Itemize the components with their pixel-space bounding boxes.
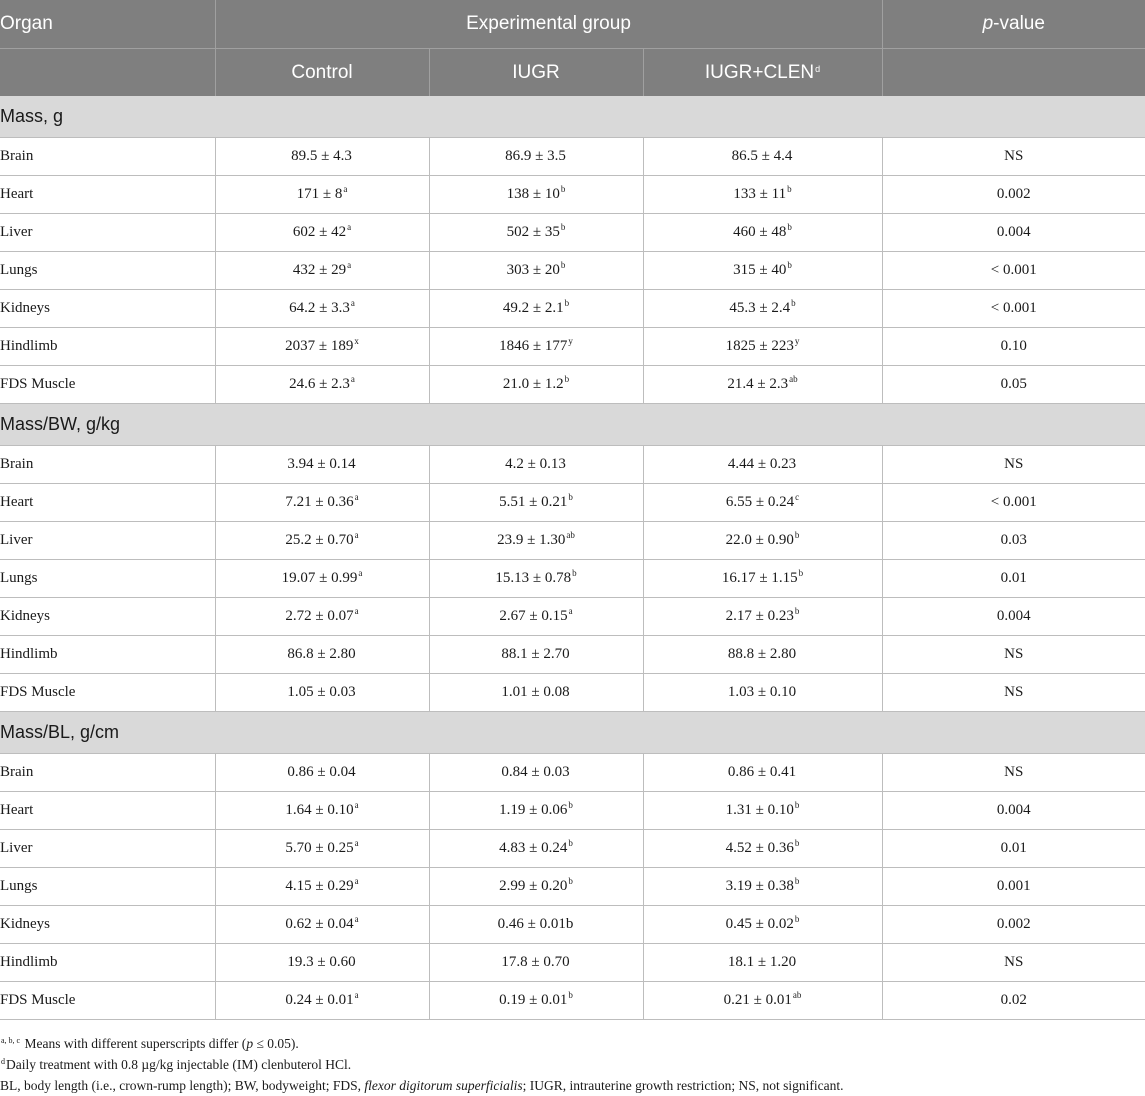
value-cell xyxy=(429,366,643,404)
header-iugr-clen-sup: d xyxy=(815,63,821,74)
value-cell xyxy=(643,944,882,982)
value-text: 1.05 ± 0.03 xyxy=(287,684,356,700)
value-text: 89.5 ± 4.3 xyxy=(291,148,352,164)
value-superscript: b xyxy=(798,568,804,578)
value-text: 18.1 ± 1.20 xyxy=(727,954,797,970)
value-cell xyxy=(429,830,643,868)
value-text: 3.19 ± 0.38 xyxy=(725,878,794,894)
section-title: Mass/BL, g/cm xyxy=(0,712,1145,754)
value-text: 1846 ± 177 xyxy=(499,338,568,354)
value-text: 432 ± 29 xyxy=(292,262,347,278)
table-row xyxy=(0,560,1145,598)
value-text: 86.9 ± 3.5 xyxy=(505,148,566,164)
footnote-abbreviations xyxy=(0,1075,1145,1096)
value-cell xyxy=(429,252,643,290)
organ-cell: FDS Muscle xyxy=(0,982,215,1020)
value-text: 1.31 ± 0.10 xyxy=(725,802,794,818)
value-text: 15.13 ± 0.78 xyxy=(495,570,572,586)
value-cell xyxy=(215,252,429,290)
table-row xyxy=(0,328,1145,366)
value-cell xyxy=(215,214,429,252)
header-p-rest: -value xyxy=(993,13,1045,34)
table-row xyxy=(0,830,1145,868)
value-superscript: b xyxy=(794,530,800,540)
value-cell xyxy=(643,830,882,868)
value-superscript: b xyxy=(564,298,570,308)
value-cell xyxy=(643,982,882,1020)
header-blank-right xyxy=(882,49,1145,97)
value-text: 2.67 ± 0.15 xyxy=(499,608,568,624)
value-cell xyxy=(215,366,429,404)
table-row xyxy=(0,792,1145,830)
value-cell xyxy=(643,484,882,522)
footnote-significance-p: p xyxy=(246,1036,254,1051)
value-superscript: b xyxy=(794,800,800,810)
value-superscript: a xyxy=(343,184,348,194)
section-title: Mass, g xyxy=(0,96,1145,138)
value-text: 23.9 ± 1.30 xyxy=(497,532,566,548)
value-text: 1.64 ± 0.10 xyxy=(285,802,354,818)
value-cell xyxy=(429,598,643,636)
p-value-cell: NS xyxy=(882,636,1145,674)
value-cell xyxy=(643,674,882,712)
organ-cell: Hindlimb xyxy=(0,328,215,366)
value-text: 5.70 ± 0.25 xyxy=(285,840,354,856)
value-text: 88.1 ± 2.70 xyxy=(501,646,570,662)
value-cell xyxy=(643,636,882,674)
table-row xyxy=(0,366,1145,404)
table-row xyxy=(0,176,1145,214)
p-value-cell: NS xyxy=(882,754,1145,792)
value-text: 19.3 ± 0.60 xyxy=(287,954,356,970)
value-superscript: c xyxy=(795,492,800,502)
header-iugr: IUGR xyxy=(429,49,643,97)
value-cell xyxy=(643,328,882,366)
value-cell xyxy=(215,598,429,636)
value-superscript: y xyxy=(568,336,573,346)
footnote-treatment-sup: d xyxy=(1,1057,5,1066)
p-value-cell: NS xyxy=(882,674,1145,712)
section-title: Mass/BW, g/kg xyxy=(0,404,1145,446)
p-value-cell: NS xyxy=(882,944,1145,982)
value-text: 0.86 ± 0.41 xyxy=(727,764,797,780)
value-text: 1825 ± 223 xyxy=(725,338,794,354)
value-cell xyxy=(215,906,429,944)
value-text: 303 ± 20 xyxy=(506,262,560,278)
organ-cell: Lungs xyxy=(0,252,215,290)
p-value-cell: 0.004 xyxy=(882,214,1145,252)
value-cell xyxy=(429,636,643,674)
organ-cell: Liver xyxy=(0,214,215,252)
value-cell xyxy=(215,868,429,906)
table-row xyxy=(0,598,1145,636)
value-text: 0.45 ± 0.02 xyxy=(725,916,794,932)
organ-cell: Hindlimb xyxy=(0,636,215,674)
organ-cell: Kidneys xyxy=(0,290,215,328)
value-superscript: a xyxy=(354,838,359,848)
value-text: 0.62 ± 0.04 xyxy=(285,916,354,932)
footnote-significance-pre: Means with different superscripts differ ( xyxy=(21,1036,247,1051)
organ-cell: Lungs xyxy=(0,868,215,906)
footnote-treatment-text: Daily treatment with 0.8 µg/kg injectable (IM) clenbuterol HCl. xyxy=(6,1057,352,1072)
header-iugr-clen xyxy=(643,49,882,97)
value-text: 19.07 ± 0.99 xyxy=(281,570,358,586)
value-superscript: b xyxy=(560,222,566,232)
table-row xyxy=(0,636,1145,674)
value-cell xyxy=(429,792,643,830)
p-value-cell: NS xyxy=(882,138,1145,176)
value-cell xyxy=(215,290,429,328)
organ-cell: Hindlimb xyxy=(0,944,215,982)
value-text: 0.21 ± 0.01 xyxy=(723,992,792,1008)
value-cell xyxy=(429,290,643,328)
header-iugr-clen-label: IUGR+CLEN xyxy=(704,61,815,83)
section-header-row xyxy=(0,404,1145,446)
value-text: 0.86 ± 0.04 xyxy=(287,764,356,780)
value-text: 1.03 ± 0.10 xyxy=(727,684,797,700)
value-superscript: a xyxy=(354,606,359,616)
header-organ: Organ xyxy=(0,0,215,49)
organ-cell: FDS Muscle xyxy=(0,366,215,404)
value-cell xyxy=(643,906,882,944)
value-superscript: a xyxy=(354,914,359,924)
value-superscript: b xyxy=(787,184,792,194)
value-superscript: b xyxy=(568,838,573,848)
value-text: 21.0 ± 1.2 xyxy=(502,376,564,392)
table-row xyxy=(0,484,1145,522)
value-text: 460 ± 48 xyxy=(733,224,787,240)
table-row xyxy=(0,214,1145,252)
value-text: 4.83 ± 0.24 xyxy=(499,840,568,856)
value-cell xyxy=(643,598,882,636)
value-cell xyxy=(643,792,882,830)
value-cell xyxy=(429,484,643,522)
value-superscript: b xyxy=(791,298,796,308)
value-text: 315 ± 40 xyxy=(733,262,787,278)
p-value-cell: 0.03 xyxy=(882,522,1145,560)
value-text: 4.2 ± 0.13 xyxy=(505,456,566,472)
value-superscript: a xyxy=(347,260,352,270)
section-header-row xyxy=(0,712,1145,754)
value-cell xyxy=(429,674,643,712)
header-experimental-group: Experimental group xyxy=(215,0,882,49)
value-cell xyxy=(643,176,882,214)
value-superscript: a xyxy=(354,990,359,1000)
value-cell xyxy=(215,446,429,484)
value-superscript: a xyxy=(347,222,352,232)
value-superscript: a xyxy=(358,568,363,578)
organ-cell: Heart xyxy=(0,484,215,522)
table-row xyxy=(0,446,1145,484)
value-cell xyxy=(429,754,643,792)
value-cell xyxy=(429,522,643,560)
value-superscript: x xyxy=(354,336,359,346)
footnote-significance-sup: a, b, c xyxy=(1,1036,21,1045)
value-superscript: b xyxy=(568,876,573,886)
value-text: 86.5 ± 4.4 xyxy=(731,148,793,164)
value-text: 2037 ± 189 xyxy=(285,338,354,354)
value-cell xyxy=(215,944,429,982)
organ-cell: Brain xyxy=(0,446,215,484)
value-superscript: b xyxy=(568,990,573,1000)
value-superscript: a xyxy=(354,800,359,810)
value-text: 171 ± 8 xyxy=(296,186,343,202)
value-superscript: a xyxy=(350,374,355,384)
p-value-cell: 0.004 xyxy=(882,792,1145,830)
value-superscript: b xyxy=(787,260,792,270)
value-text: 4.52 ± 0.36 xyxy=(725,840,794,856)
value-cell xyxy=(429,944,643,982)
organ-cell: Heart xyxy=(0,176,215,214)
value-cell xyxy=(643,366,882,404)
value-superscript: b xyxy=(794,606,800,616)
organ-cell: Heart xyxy=(0,792,215,830)
value-text: 5.51 ± 0.21 xyxy=(499,494,568,510)
value-text: 2.17 ± 0.23 xyxy=(725,608,794,624)
value-text: 1.19 ± 0.06 xyxy=(499,802,568,818)
footnotes xyxy=(0,1033,1145,1096)
value-superscript: b xyxy=(794,914,800,924)
table-row xyxy=(0,944,1145,982)
value-text: 602 ± 42 xyxy=(292,224,347,240)
header-p-value xyxy=(882,0,1145,49)
table-row xyxy=(0,982,1145,1020)
footnote-significance xyxy=(0,1033,1145,1054)
value-text: 24.6 ± 2.3 xyxy=(289,376,350,392)
footnote-significance-post: ≤ 0.05). xyxy=(253,1036,299,1051)
value-cell xyxy=(643,446,882,484)
table-row xyxy=(0,252,1145,290)
value-cell xyxy=(643,868,882,906)
value-text: 0.19 ± 0.01 xyxy=(499,992,568,1008)
value-superscript: ab xyxy=(566,530,575,540)
value-cell xyxy=(429,328,643,366)
value-superscript: b xyxy=(787,222,792,232)
p-value-cell: 0.001 xyxy=(882,868,1145,906)
p-value-cell: 0.05 xyxy=(882,366,1145,404)
value-text: 17.8 ± 0.70 xyxy=(501,954,570,970)
value-cell xyxy=(643,522,882,560)
footnote-abbreviations-italic: flexor digitorum superficialis xyxy=(364,1078,523,1093)
organ-cell: Liver xyxy=(0,522,215,560)
p-value-cell: < 0.001 xyxy=(882,290,1145,328)
value-superscript: y xyxy=(794,336,800,346)
section-header-row xyxy=(0,96,1145,138)
p-value-cell: 0.002 xyxy=(882,906,1145,944)
header-blank-left xyxy=(0,49,215,97)
value-superscript: a xyxy=(354,876,359,886)
value-text: 86.8 ± 2.80 xyxy=(287,646,356,662)
organ-cell: Lungs xyxy=(0,560,215,598)
p-value-cell: 0.002 xyxy=(882,176,1145,214)
value-superscript: a xyxy=(568,606,573,616)
value-text: 0.46 ± 0.01b xyxy=(497,916,574,932)
value-text: 7.21 ± 0.36 xyxy=(285,494,354,510)
value-cell xyxy=(429,982,643,1020)
organ-cell: Kidneys xyxy=(0,598,215,636)
value-text: 1.01 ± 0.08 xyxy=(501,684,570,700)
value-text: 2.72 ± 0.07 xyxy=(285,608,354,624)
value-cell xyxy=(215,754,429,792)
p-value-cell: < 0.001 xyxy=(882,484,1145,522)
value-superscript: b xyxy=(560,184,566,194)
value-cell xyxy=(215,560,429,598)
value-cell xyxy=(429,176,643,214)
header-row-2 xyxy=(0,49,1145,97)
value-text: 21.4 ± 2.3 xyxy=(727,376,789,392)
footnote-treatment xyxy=(0,1054,1145,1075)
table-row xyxy=(0,290,1145,328)
value-cell xyxy=(429,906,643,944)
value-text: 64.2 ± 3.3 xyxy=(289,300,350,316)
value-text: 133 ± 11 xyxy=(733,186,787,202)
value-cell xyxy=(215,830,429,868)
value-cell xyxy=(429,868,643,906)
value-text: 6.55 ± 0.24 xyxy=(725,494,795,510)
value-superscript: ab xyxy=(792,990,802,1000)
p-value-cell: 0.02 xyxy=(882,982,1145,1020)
table-row xyxy=(0,138,1145,176)
table-row xyxy=(0,674,1145,712)
table-row xyxy=(0,868,1145,906)
table-body xyxy=(0,96,1145,1020)
p-value-cell: < 0.001 xyxy=(882,252,1145,290)
value-text: 0.24 ± 0.01 xyxy=(285,992,354,1008)
value-text: 16.17 ± 1.15 xyxy=(721,570,798,586)
value-text: 45.3 ± 2.4 xyxy=(729,300,791,316)
organ-cell: FDS Muscle xyxy=(0,674,215,712)
value-text: 3.94 ± 0.14 xyxy=(287,456,356,472)
value-text: 2.99 ± 0.20 xyxy=(499,878,568,894)
value-cell xyxy=(643,252,882,290)
value-superscript: ab xyxy=(789,374,798,384)
value-text: 4.15 ± 0.29 xyxy=(285,878,354,894)
table-row xyxy=(0,522,1145,560)
p-value-cell: 0.10 xyxy=(882,328,1145,366)
organ-cell: Liver xyxy=(0,830,215,868)
value-cell xyxy=(215,176,429,214)
header-row-1 xyxy=(0,0,1145,49)
value-cell xyxy=(429,560,643,598)
value-superscript: b xyxy=(568,800,573,810)
header-control: Control xyxy=(215,49,429,97)
value-text: 138 ± 10 xyxy=(506,186,560,202)
value-superscript: b xyxy=(572,568,577,578)
value-superscript: b xyxy=(564,374,570,384)
value-superscript: b xyxy=(568,492,573,502)
value-superscript: b xyxy=(560,260,566,270)
organ-cell: Kidneys xyxy=(0,906,215,944)
table-row xyxy=(0,754,1145,792)
header-p-italic: p xyxy=(982,13,994,34)
value-cell xyxy=(215,636,429,674)
value-cell xyxy=(215,792,429,830)
value-text: 4.44 ± 0.23 xyxy=(727,456,797,472)
value-cell xyxy=(429,446,643,484)
value-superscript: a xyxy=(354,492,359,502)
table-row xyxy=(0,906,1145,944)
value-cell xyxy=(429,214,643,252)
value-cell xyxy=(643,214,882,252)
value-cell xyxy=(643,138,882,176)
value-cell xyxy=(215,328,429,366)
value-cell xyxy=(643,754,882,792)
organ-cell: Brain xyxy=(0,138,215,176)
value-cell xyxy=(215,522,429,560)
value-superscript: a xyxy=(354,530,359,540)
organ-cell: Brain xyxy=(0,754,215,792)
value-superscript: b xyxy=(794,838,800,848)
value-text: 502 ± 35 xyxy=(506,224,560,240)
p-value-cell: 0.01 xyxy=(882,830,1145,868)
footnote-abbreviations-pre: BL, body length (i.e., crown-rump length); BW, bodyweight; FDS, xyxy=(0,1078,365,1093)
value-cell xyxy=(643,560,882,598)
value-cell xyxy=(429,138,643,176)
p-value-cell: NS xyxy=(882,446,1145,484)
value-superscript: a xyxy=(350,298,355,308)
p-value-cell: 0.01 xyxy=(882,560,1145,598)
value-text: 25.2 ± 0.70 xyxy=(285,532,354,548)
value-cell xyxy=(643,290,882,328)
footnote-abbreviations-post: ; IUGR, intrauterine growth restriction; NS, not significant. xyxy=(522,1078,844,1093)
p-value-cell: 0.004 xyxy=(882,598,1145,636)
value-text: 49.2 ± 2.1 xyxy=(502,300,564,316)
value-text: 22.0 ± 0.90 xyxy=(725,532,794,548)
value-superscript: b xyxy=(794,876,800,886)
value-text: 88.8 ± 2.80 xyxy=(727,646,797,662)
value-cell xyxy=(215,484,429,522)
value-cell xyxy=(215,674,429,712)
value-cell xyxy=(215,982,429,1020)
value-cell xyxy=(215,138,429,176)
value-text: 0.84 ± 0.03 xyxy=(501,764,570,780)
